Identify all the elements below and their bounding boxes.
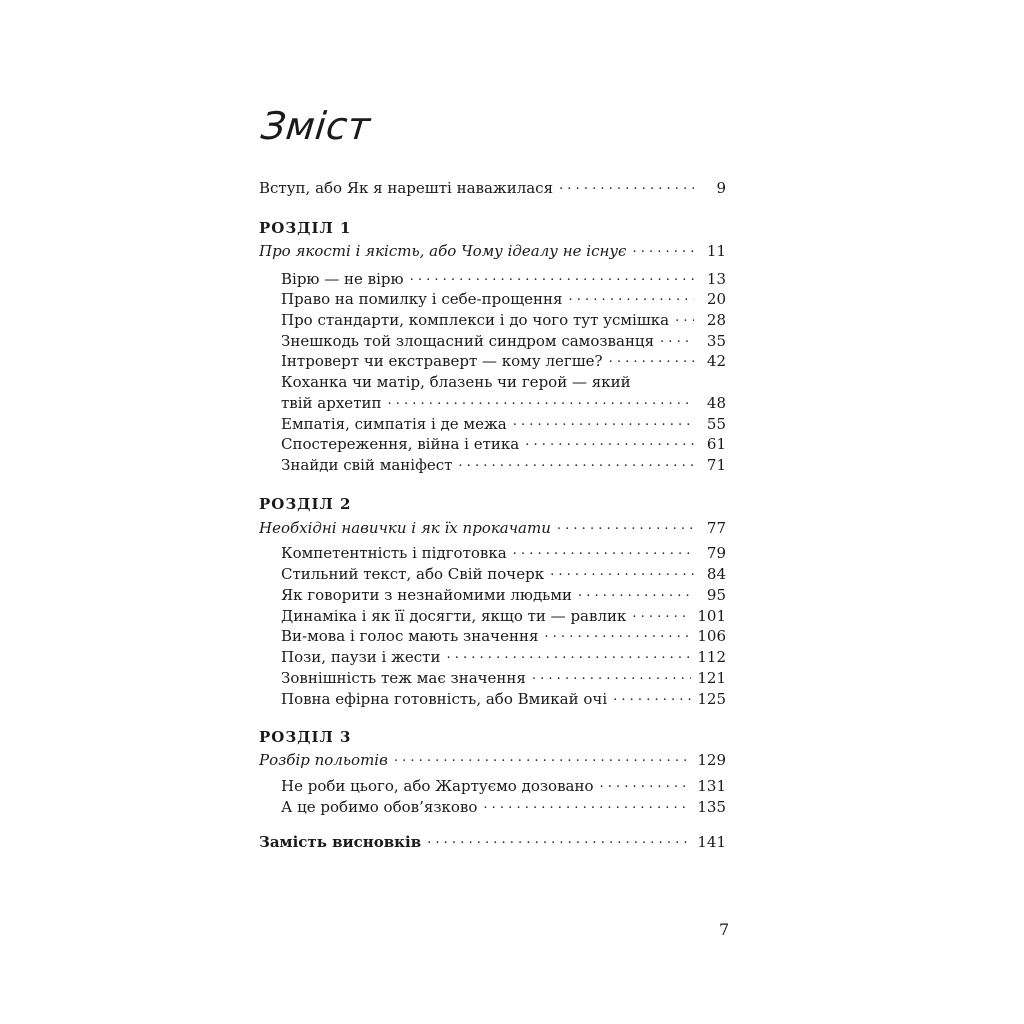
toc-entry-intro[interactable] — [259, 178, 726, 198]
dot-leader — [609, 352, 694, 366]
toc-entry-label: Знешкодь той злощасний синдром самозванця — [281, 332, 655, 350]
toc-entry-page: 121 — [697, 669, 726, 687]
dot-leader — [446, 648, 691, 662]
toc-entry[interactable] — [281, 776, 726, 796]
toc-entry-label: Стильний текст, або Свій почерк — [281, 565, 545, 583]
toc-entry-label: Як говорити з незнайомими людьми — [281, 586, 573, 604]
dot-leader — [483, 798, 691, 812]
toc-entry-page: 77 — [706, 519, 726, 537]
dot-leader — [427, 833, 691, 847]
toc-entry-page: 28 — [706, 311, 726, 329]
toc-entry-page: 125 — [697, 690, 726, 708]
toc-entry-label: Право на помилку і себе-прощення — [281, 290, 563, 308]
toc-entry[interactable] — [281, 269, 726, 289]
toc-entry[interactable] — [281, 647, 726, 667]
toc-entry-page: 20 — [706, 290, 726, 308]
toc-entry-page: 11 — [706, 242, 726, 260]
toc-entry[interactable] — [281, 351, 726, 371]
toc-entry[interactable] — [281, 414, 726, 434]
toc-entry-page: 131 — [697, 777, 726, 795]
dot-leader — [660, 332, 694, 346]
toc-entry-page: 9 — [716, 179, 726, 197]
dot-leader — [458, 456, 694, 470]
section-heading-3: РОЗДІЛ 3 — [259, 728, 352, 746]
dot-leader — [632, 242, 694, 256]
dot-leader — [550, 565, 694, 579]
toc-entry-label: Знайди свій маніфест — [281, 456, 453, 474]
toc-entry-label: Вірю — не вірю — [281, 270, 404, 288]
dot-leader — [513, 544, 694, 558]
toc-entry-page: 42 — [706, 352, 726, 370]
toc-entry-label: Про стандарти, комплекси і до чого тут усмішка — [281, 311, 670, 329]
toc-entry[interactable] — [281, 543, 726, 563]
dot-leader — [578, 586, 694, 600]
dot-leader — [557, 519, 694, 533]
toc-entry-page: 55 — [706, 415, 726, 433]
toc-entry-page: 61 — [706, 435, 726, 453]
toc-entry-page: 101 — [697, 607, 726, 625]
toc-entry-page: 48 — [706, 394, 726, 412]
dot-leader — [410, 270, 694, 284]
dot-leader — [513, 415, 694, 429]
page-title: Зміст — [259, 104, 373, 148]
toc-entry-label: Динаміка і як її досягти, якщо ти — равлик — [281, 607, 627, 625]
toc-entry-page: 79 — [706, 544, 726, 562]
section-heading-1: РОЗДІЛ 1 — [259, 219, 352, 237]
dot-leader — [599, 777, 691, 791]
toc-entry-label: Емпатія, симпатія і де межа — [281, 415, 507, 433]
toc-entry-label: Пози, паузи і жести — [281, 648, 441, 666]
toc-entry-page: 106 — [697, 627, 726, 645]
toc-entry-label: Ви-мова і голос мають значення — [281, 627, 539, 645]
toc-entry-label: А це робимо обов’язково — [281, 798, 478, 816]
toc-entry[interactable] — [281, 289, 726, 309]
dot-leader — [559, 179, 694, 193]
toc-entry-section3-main[interactable] — [259, 750, 726, 770]
toc-entry[interactable] — [281, 585, 726, 605]
toc-entry-page: 129 — [697, 751, 726, 769]
toc-entry-page: 35 — [706, 332, 726, 350]
toc-entry[interactable] — [281, 564, 726, 584]
toc-entry[interactable] — [281, 393, 726, 413]
toc-entry[interactable] — [281, 310, 726, 330]
toc-entry-section1-main[interactable] — [259, 241, 726, 261]
toc-entry-page: 84 — [706, 565, 726, 583]
toc-entry-label: Спостереження, війна і етика — [281, 435, 520, 453]
dot-leader — [525, 435, 694, 449]
toc-entry-label-line1: Коханка чи матір, блазень чи герой — який — [281, 373, 631, 391]
toc-entry[interactable] — [281, 668, 726, 688]
dot-leader — [394, 751, 692, 765]
toc-entry-label: Замість висновків — [259, 833, 422, 851]
page-number: 7 — [719, 920, 730, 939]
toc-entry[interactable] — [281, 606, 726, 626]
toc-entry-label: Інтроверт чи екстраверт — кому легше? — [281, 352, 603, 370]
toc-entry[interactable] — [281, 689, 726, 709]
dot-leader — [387, 394, 694, 408]
dot-leader — [675, 311, 694, 325]
toc-entry-label: Компетентність і підготовка — [281, 544, 507, 562]
toc-entry[interactable] — [281, 331, 726, 351]
toc-entry-page: 112 — [697, 648, 726, 666]
toc-entry-label: твій архетип — [281, 394, 382, 412]
toc-entry-conclusion[interactable] — [259, 832, 726, 852]
toc-entry-section2-main[interactable] — [259, 518, 726, 538]
section-heading-2: РОЗДІЛ 2 — [259, 495, 352, 513]
toc-entry[interactable] — [281, 797, 726, 817]
toc-entry-page: 71 — [706, 456, 726, 474]
toc-entry[interactable] — [281, 455, 726, 475]
toc-entry-label: Не роби цього, або Жартуємо дозовано — [281, 777, 594, 795]
toc-entry-label: Розбір польотів — [259, 751, 388, 769]
toc-entry-page: 13 — [706, 270, 726, 288]
dot-leader — [613, 690, 691, 704]
toc-entry-label: Необхідні навички і як їх прокачати — [259, 519, 551, 537]
toc-entry-page: 95 — [706, 586, 726, 604]
toc-entry-page: 141 — [697, 833, 726, 851]
toc-entry[interactable] — [281, 626, 726, 646]
dot-leader — [544, 627, 691, 641]
toc-entry-label: Вступ, або Як я нарешті наважилася — [259, 179, 554, 197]
toc-entry-label: Зовнішність теж має значення — [281, 669, 526, 687]
toc-entry[interactable] — [281, 434, 726, 454]
dot-leader — [569, 290, 695, 304]
toc-entry-label: Про якості і якість, або Чому ідеалу не існує — [259, 242, 627, 260]
dot-leader — [532, 669, 691, 683]
toc-entry-page: 135 — [697, 798, 726, 816]
dot-leader — [632, 607, 691, 621]
toc-entry-label: Повна ефірна готовність, або Вмикай очі — [281, 690, 608, 708]
